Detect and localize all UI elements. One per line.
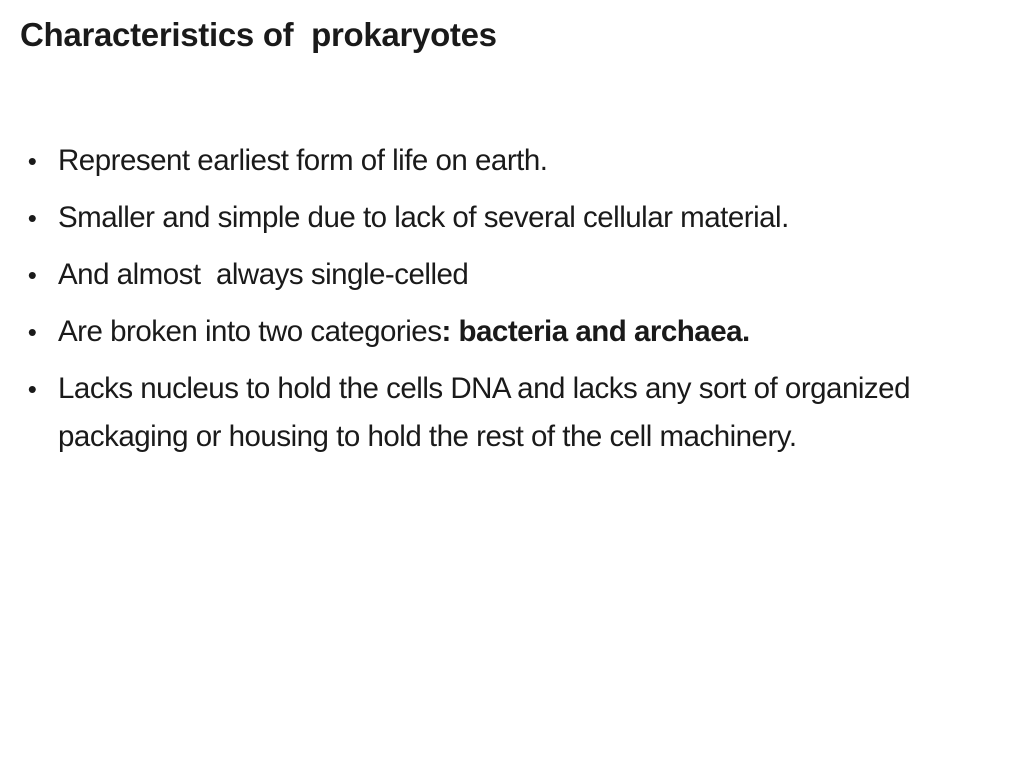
bullet-text: And almost always single-celled [58,258,469,291]
bullet-item [22,194,1012,242]
bullet-item [22,308,1012,356]
bullet-item [22,365,1012,461]
bullet-text: Smaller and simple due to lack of several cellular material. [58,201,789,234]
bullet-dot-icon: • [27,317,37,347]
bullet-item [22,251,1012,299]
bullet-bold-text: : bacteria and archaea. [441,315,750,348]
bullet-text: Lacks nucleus to hold the cells DNA and lacks any sort of organized packaging or housing to hold the rest of the cell machinery. [58,372,918,453]
bullet-dot-icon: • [27,203,37,233]
bullet-text: Are broken into two categories [58,315,442,348]
bullet-list [22,137,1012,470]
bullet-dot-icon: • [27,146,37,176]
slide-title: Characteristics of prokaryotes [20,16,497,53]
bullet-text: Represent earliest form of life on earth. [58,144,548,177]
bullet-dot-icon: • [27,374,37,404]
bullet-item [22,137,1012,185]
bullet-dot-icon: • [27,260,37,290]
